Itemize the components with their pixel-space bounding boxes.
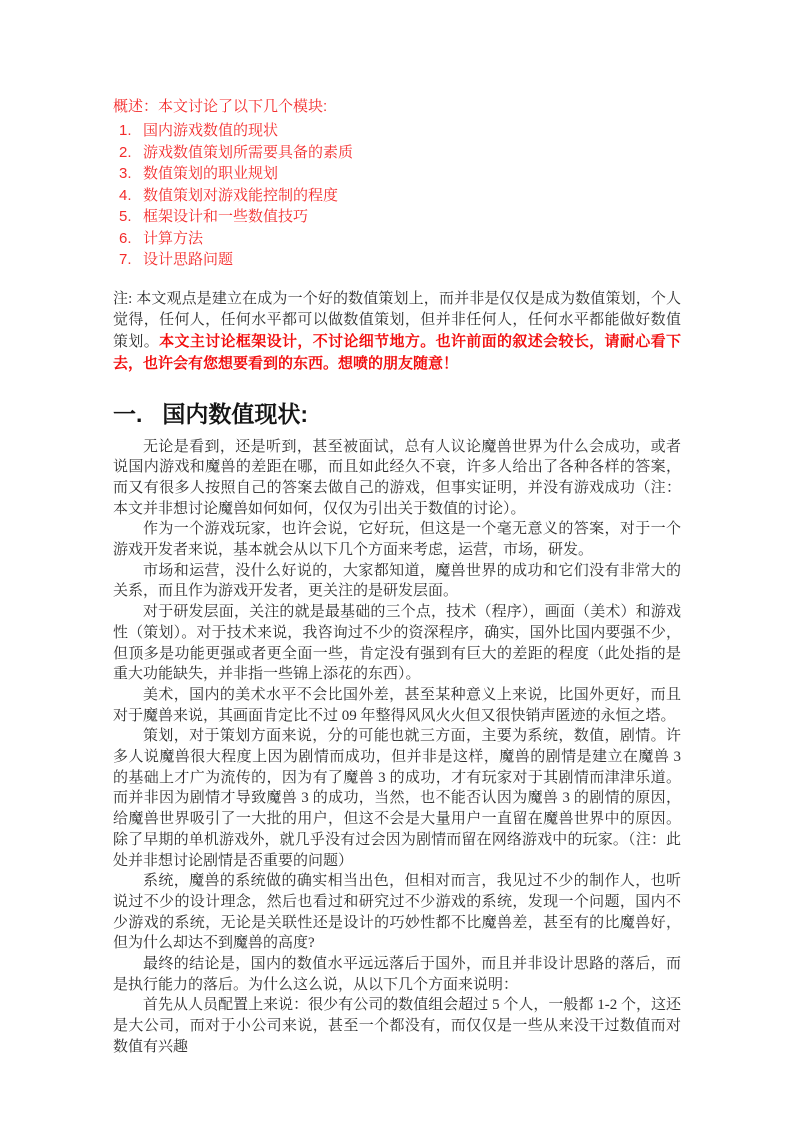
body-paragraph: 对于研发层面，关注的就是最基础的三个点，技术（程序），画面（美术）和游戏性（策划）。对于技术来说，我咨询过不少的资深程序，确实，国外比国内要强不少，但顶多是功能更强或者更全面一些，肯定没有强到有巨大的差距的程度（此处指的是重大功能缺失，并非指一些锦上添花的东西）。 <box>113 604 681 683</box>
list-number: 7. <box>119 251 132 268</box>
overview-line: 概述：本文讨论了以下几个模块: <box>113 98 328 115</box>
module-list <box>113 120 681 271</box>
body-paragraph: 系统，魔兽的系统做的确实相当出色，但相对而言，我见过不少的制作人，也听说过不少的设计理念，然后也看过和研究过不少游戏的系统，发现一个问题，国内不少游戏的系统，无论是关联性还是设计的巧妙性都不比魔兽差，甚至有的比魔兽好，但为什么却达不到魔兽的高度? <box>113 873 681 952</box>
note-red-text: 本文主讨论框架设计，不讨论细节地方。也许前面的叙述会较长，请耐心看下去，也许会有您想要看到的东西。想喷的朋友随意！ <box>113 332 681 372</box>
list-number: 6. <box>119 229 132 247</box>
list-item <box>113 206 681 228</box>
list-item <box>113 249 681 271</box>
list-label: 国内游戏数值的现状 <box>143 122 279 139</box>
body-paragraph: 首先从人员配置上来说：很少有公司的数值组会超过 5 个人，一般都 1-2 个，这还是大公司，而对于小公司来说，甚至一个都没有，而仅仅是一些从来没干过数值而对数值有兴趣 <box>113 997 681 1055</box>
body-paragraph: 无论是看到，还是听到，甚至被面试，总有人议论魔兽世界为什么会成功，或者说国内游戏和魔兽的差距在哪，而且如此经久不衰，许多人给出了各种各样的答案，而又有很多人按照自己的答案去做自己的游戏，但事实证明，并没有游戏成功（注：本文并非想讨论魔兽如何如何，仅仅为引出关于数值的讨论）。 <box>113 438 681 517</box>
list-item <box>113 142 681 164</box>
list-label: 计算方法 <box>143 229 204 247</box>
body-paragraph: 美术，国内的美术水平不会比国外差，甚至某种意义上来说，比国外更好，而且对于魔兽来说，其画面肯定比不过 09 年整得风风火火但又很快销声匿迹的永恒之塔。 <box>113 686 681 724</box>
body-paragraph: 最终的结论是，国内的数值水平远远落后于国外，而且并非设计思路的落后，而是执行能力的落后。为什么这么说，从以下几个方面来说明： <box>113 956 681 993</box>
body-paragraph: 策划，对于策划方面来说，分的可能也就三方面，主要为系统，数值，剧情。许多人说魔兽很大程度上因为剧情而成功，但并非是这样，魔兽的剧情是建立在魔兽 3 的基础上才广为流传的，因为有了魔兽 3 的成功，才有玩家对于其剧情而津津乐道。而并非因为剧情才导致魔兽 3 的成功，当然，也不能否认因为魔兽 3 的剧情的原因，给魔兽世界吸引了一大批的用户，但这不会是大量用户一直留在魔兽世界中的原因。除了早期的单机游戏外，就几乎没有过会因为剧情而留在网络游戏中的玩家。（注：此处并非想讨论剧情是否重要的问题） <box>113 728 681 869</box>
body-paragraph: 作为一个游戏玩家，也许会说，它好玩，但这是一个毫无意义的答案，对于一个游戏开发者来说，基本就会从以下几个方面来考虑，运营，市场，研发。 <box>113 521 681 559</box>
list-label: 设计思路问题 <box>143 251 234 268</box>
list-number: 3. <box>119 165 132 182</box>
list-item <box>113 228 681 250</box>
list-item <box>113 163 681 185</box>
section-number: 一. <box>113 400 143 427</box>
list-number: 1. <box>119 122 132 139</box>
note-black-text: 注: 本文观点是建立在成为一个好的数值策划上，而并非是仅仅是成为数值策划，个人觉得，任何人，任何水平都可以做数值策划，但并非任何人，任何水平都能做好数值策划。 <box>113 290 681 350</box>
document-content <box>113 96 681 1058</box>
section-title: 国内数值现状: <box>162 400 309 427</box>
list-number: 5. <box>119 208 132 225</box>
list-label: 数值策划对游戏能控制的程度 <box>143 186 339 204</box>
section-heading <box>113 399 681 429</box>
list-number: 2. <box>119 143 132 161</box>
body-paragraph: 市场和运营，没什么好说的，大家都知道，魔兽世界的成功和它们没有非常大的关系，而且作为游戏开发者，更关注的是研发层面。 <box>113 562 681 600</box>
list-label: 游戏数值策划所需要具备的素质 <box>143 143 354 161</box>
list-label: 框架设计和一些数值技巧 <box>143 208 309 225</box>
list-item <box>113 185 681 207</box>
note-paragraph <box>113 289 681 375</box>
list-item <box>113 120 681 142</box>
list-label: 数值策划的职业规划 <box>143 165 279 182</box>
list-number: 4. <box>119 186 132 204</box>
